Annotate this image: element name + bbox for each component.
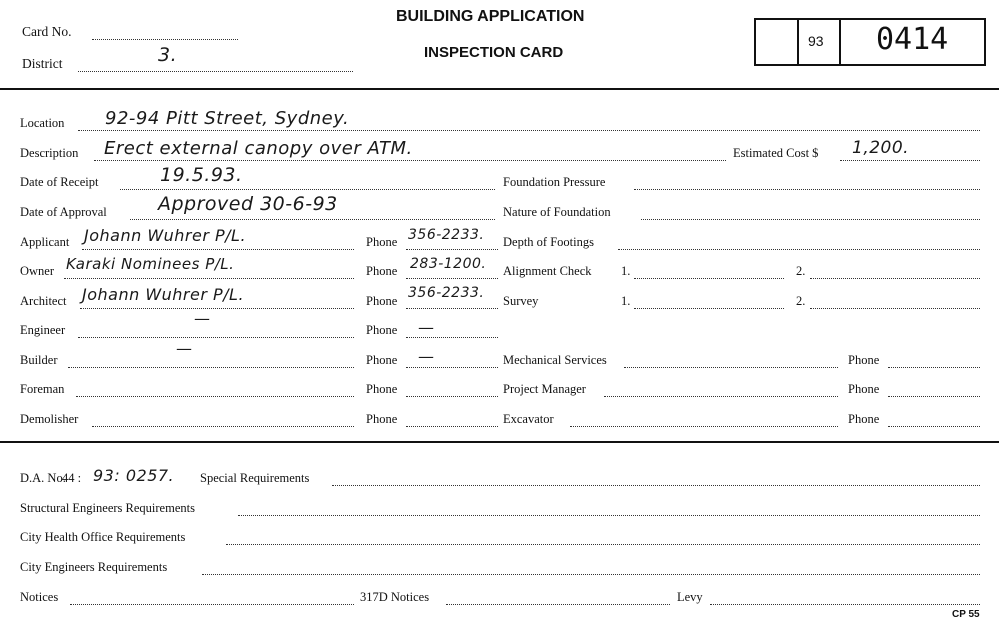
applicant-phone-field[interactable]	[406, 249, 498, 250]
owner-phone-label: Phone	[366, 264, 398, 278]
district-field[interactable]	[78, 71, 353, 72]
depth-footings-label: Depth of Footings	[503, 235, 594, 249]
levy-field[interactable]	[710, 604, 980, 605]
depth-footings-field[interactable]	[618, 249, 980, 250]
box-prefix: 93	[808, 33, 824, 49]
engineers-requirements-field[interactable]	[202, 574, 980, 575]
levy-label: Levy	[677, 590, 703, 604]
foundation-pressure-field[interactable]	[634, 189, 980, 190]
description-label: Description	[20, 146, 79, 160]
notices-label: Notices	[20, 590, 59, 604]
builder-phone-field[interactable]	[406, 367, 498, 368]
architect-value: Johann Wuhrer P/L.	[82, 285, 245, 304]
architect-field[interactable]	[80, 308, 354, 309]
foundation-pressure-label: Foundation Pressure	[503, 175, 606, 189]
engineer-label: Engineer	[20, 323, 66, 337]
engineer-phone-label: Phone	[366, 323, 398, 337]
estimated-cost-field[interactable]	[840, 160, 980, 161]
engineer-field[interactable]	[78, 337, 354, 338]
box-divider-2	[839, 18, 841, 66]
notices-317d-label: 317D Notices	[360, 590, 430, 604]
estimated-cost-value: 1,200.	[852, 138, 910, 158]
builder-label: Builder	[20, 353, 58, 367]
survey-label: Survey	[503, 294, 539, 308]
health-requirements-label: City Health Office Requirements	[20, 530, 186, 544]
date-receipt-label: Date of Receipt	[20, 175, 99, 189]
architect-label: Architect	[20, 294, 67, 308]
date-approval-label: Date of Approval	[20, 205, 107, 219]
nature-foundation-field[interactable]	[641, 219, 980, 220]
engineer-phone-field[interactable]	[406, 337, 498, 338]
location-label: Location	[20, 116, 65, 130]
excavator-phone-label: Phone	[848, 412, 880, 426]
engineer-phone-value: —	[418, 318, 435, 337]
survey-2-field[interactable]	[810, 308, 980, 309]
project-manager-field[interactable]	[604, 396, 838, 397]
date-receipt-value: 19.5.93.	[160, 164, 243, 186]
card-no-label: Card No.	[22, 24, 72, 39]
engineers-requirements-label: City Engineers Requirements	[20, 560, 168, 574]
alignment-check-1-field[interactable]	[634, 278, 784, 279]
card-no-field[interactable]	[92, 39, 238, 40]
excavator-phone-field[interactable]	[888, 426, 980, 427]
special-requirements-label: Special Requirements	[200, 471, 310, 485]
architect-phone-label: Phone	[366, 294, 398, 308]
excavator-field[interactable]	[570, 426, 838, 427]
form-title-line1: BUILDING APPLICATION	[396, 8, 585, 25]
mechanical-phone-field[interactable]	[888, 367, 980, 368]
architect-phone-value: 356-2233.	[408, 285, 485, 301]
demolisher-phone-field[interactable]	[406, 426, 498, 427]
demolisher-label: Demolisher	[20, 412, 79, 426]
applicant-phone-value: 356-2233.	[408, 227, 485, 243]
date-approval-value: Approved 30-6-93	[158, 193, 338, 215]
foreman-field[interactable]	[76, 396, 354, 397]
builder-value: —	[176, 339, 193, 358]
builder-phone-value: —	[418, 347, 435, 366]
applicant-value: Johann Wuhrer P/L.	[84, 226, 247, 245]
alignment-check-2-num: 2.	[796, 264, 806, 278]
alignment-check-2-field[interactable]	[810, 278, 980, 279]
da-no-value: 93: 0257.	[93, 466, 175, 485]
box-number: 0414	[876, 22, 949, 57]
form-code: CP 55	[952, 609, 980, 620]
alignment-check-1-num: 1.	[621, 264, 631, 278]
foreman-phone-field[interactable]	[406, 396, 498, 397]
applicant-field[interactable]	[82, 249, 354, 250]
nature-foundation-label: Nature of Foundation	[503, 205, 611, 219]
owner-label: Owner	[20, 264, 55, 278]
estimated-cost-label: Estimated Cost $	[733, 146, 819, 160]
description-value: Erect external canopy over ATM.	[104, 138, 413, 159]
alignment-check-label: Alignment Check	[503, 264, 592, 278]
district-label: District	[22, 56, 63, 71]
description-field[interactable]	[94, 160, 726, 161]
owner-value: Karaki Nominees P/L.	[66, 255, 235, 273]
box-divider-1	[797, 18, 799, 66]
foreman-phone-label: Phone	[366, 382, 398, 396]
form-title-line2: INSPECTION CARD	[424, 44, 564, 61]
notices-317d-field[interactable]	[446, 604, 670, 605]
survey-2-num: 2.	[796, 294, 806, 308]
date-receipt-field[interactable]	[120, 189, 495, 190]
demolisher-phone-label: Phone	[366, 412, 398, 426]
owner-phone-field[interactable]	[406, 278, 498, 279]
demolisher-field[interactable]	[92, 426, 354, 427]
district-value: 3.	[158, 44, 178, 66]
architect-phone-field[interactable]	[406, 308, 498, 309]
card-number-box	[754, 18, 986, 66]
survey-1-num: 1.	[621, 294, 631, 308]
divider-top	[0, 88, 999, 90]
survey-1-field[interactable]	[634, 308, 784, 309]
da-no-label: D.A. No.	[20, 471, 66, 485]
builder-phone-label: Phone	[366, 353, 398, 367]
location-field[interactable]	[78, 130, 980, 131]
project-manager-label: Project Manager	[503, 382, 586, 396]
builder-field[interactable]	[68, 367, 354, 368]
mechanical-phone-label: Phone	[848, 353, 880, 367]
applicant-phone-label: Phone	[366, 235, 398, 249]
mechanical-services-label: Mechanical Services	[503, 353, 607, 367]
foreman-label: Foreman	[20, 382, 65, 396]
project-manager-phone-label: Phone	[848, 382, 880, 396]
divider-bottom	[0, 441, 999, 443]
excavator-label: Excavator	[503, 412, 554, 426]
project-manager-phone-field[interactable]	[888, 396, 980, 397]
structural-requirements-field[interactable]	[238, 515, 980, 516]
date-approval-field[interactable]	[130, 219, 495, 220]
engineer-value: —	[194, 309, 211, 328]
health-requirements-field[interactable]	[226, 544, 980, 545]
structural-requirements-label: Structural Engineers Requirements	[20, 501, 195, 515]
mechanical-services-field[interactable]	[624, 367, 838, 368]
applicant-label: Applicant	[20, 235, 70, 249]
da-no-prefix: 44 :	[62, 471, 82, 485]
location-value: 92-94 Pitt Street, Sydney.	[105, 108, 350, 129]
special-requirements-field[interactable]	[332, 485, 980, 486]
notices-field[interactable]	[70, 604, 354, 605]
owner-field[interactable]	[64, 278, 354, 279]
owner-phone-value: 283-1200.	[410, 256, 487, 272]
